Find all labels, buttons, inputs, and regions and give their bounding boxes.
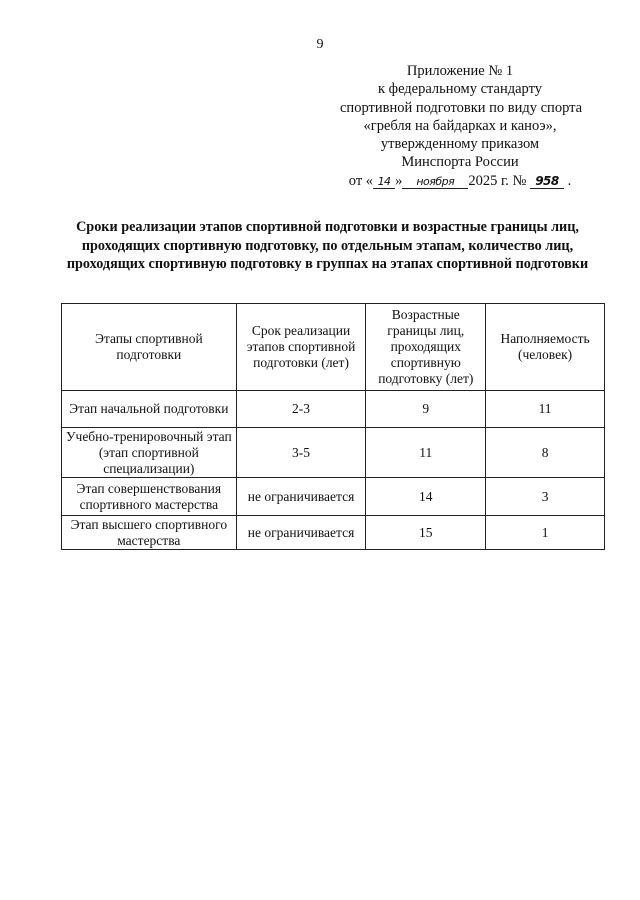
cell-group-size: 8 [486,428,605,478]
table-header-row [62,304,605,391]
cell-duration: 3-5 [236,428,366,478]
cell-group-size: 1 [486,516,605,550]
cell-age: 11 [366,428,486,478]
cell-age: 15 [366,516,486,550]
cell-stage: Этап высшего спортивного мастерства [62,516,237,550]
cell-stage: Учебно-тренировочный этап (этап спортивной специализации) [62,428,237,478]
cell-age: 14 [366,478,486,516]
date-prefix: от « [348,172,374,189]
header-group-size: Наполняемость (человек) [486,304,605,391]
handwritten-order-number: 958 [530,175,564,189]
cell-stage: Этап начальной подготовки [62,391,237,428]
cell-stage: Этап совершенствования спортивного мастерства [62,478,237,516]
date-mid: » [395,172,403,189]
handwritten-month: ноября [402,175,468,189]
table-row [62,516,605,550]
cell-age: 9 [366,391,486,428]
appendix-line: Приложение № 1 [406,63,514,79]
cell-group-size: 11 [486,391,605,428]
table-row [62,428,605,478]
cell-group-size: 3 [486,478,605,516]
table-row [62,391,605,428]
cell-duration: не ограничивается [236,516,366,550]
header-stages: Этапы спортивной подготовки [62,304,237,391]
appendix-block [340,62,583,190]
appendix-line: «гребля на байдарках и каноэ», [363,117,557,134]
page-number: 9 [316,37,324,52]
date-year: 2025 г. № [468,172,527,189]
appendix-line: спортивной подготовки по виду спорта [340,99,583,116]
cell-duration: не ограничивается [236,478,366,516]
handwritten-day: 14 [373,175,395,189]
appendix-date-line [340,172,580,190]
header-duration: Срок реализации этапов спортивной подготовки (лет) [236,304,366,391]
cell-duration: 2-3 [236,391,366,428]
header-age-limits: Возрастные границы лиц, проходящих спортивную подготовку (лет) [366,304,486,391]
appendix-line: к федеральному стандарту [378,81,542,98]
stages-table [61,303,605,550]
appendix-line: Минспорта России [401,154,519,171]
table-row [62,478,605,516]
document-title: Сроки реализации этапов спортивной подготовки и возрастные границы лиц, проходящих спортивную подготовку, по отдельным этапам, количество лиц, проходящих спортивную подготовку в группах на этапах спортивной подготовки [66,219,589,272]
appendix-line: утвержденному приказом [380,136,540,153]
date-end: . [567,172,572,189]
